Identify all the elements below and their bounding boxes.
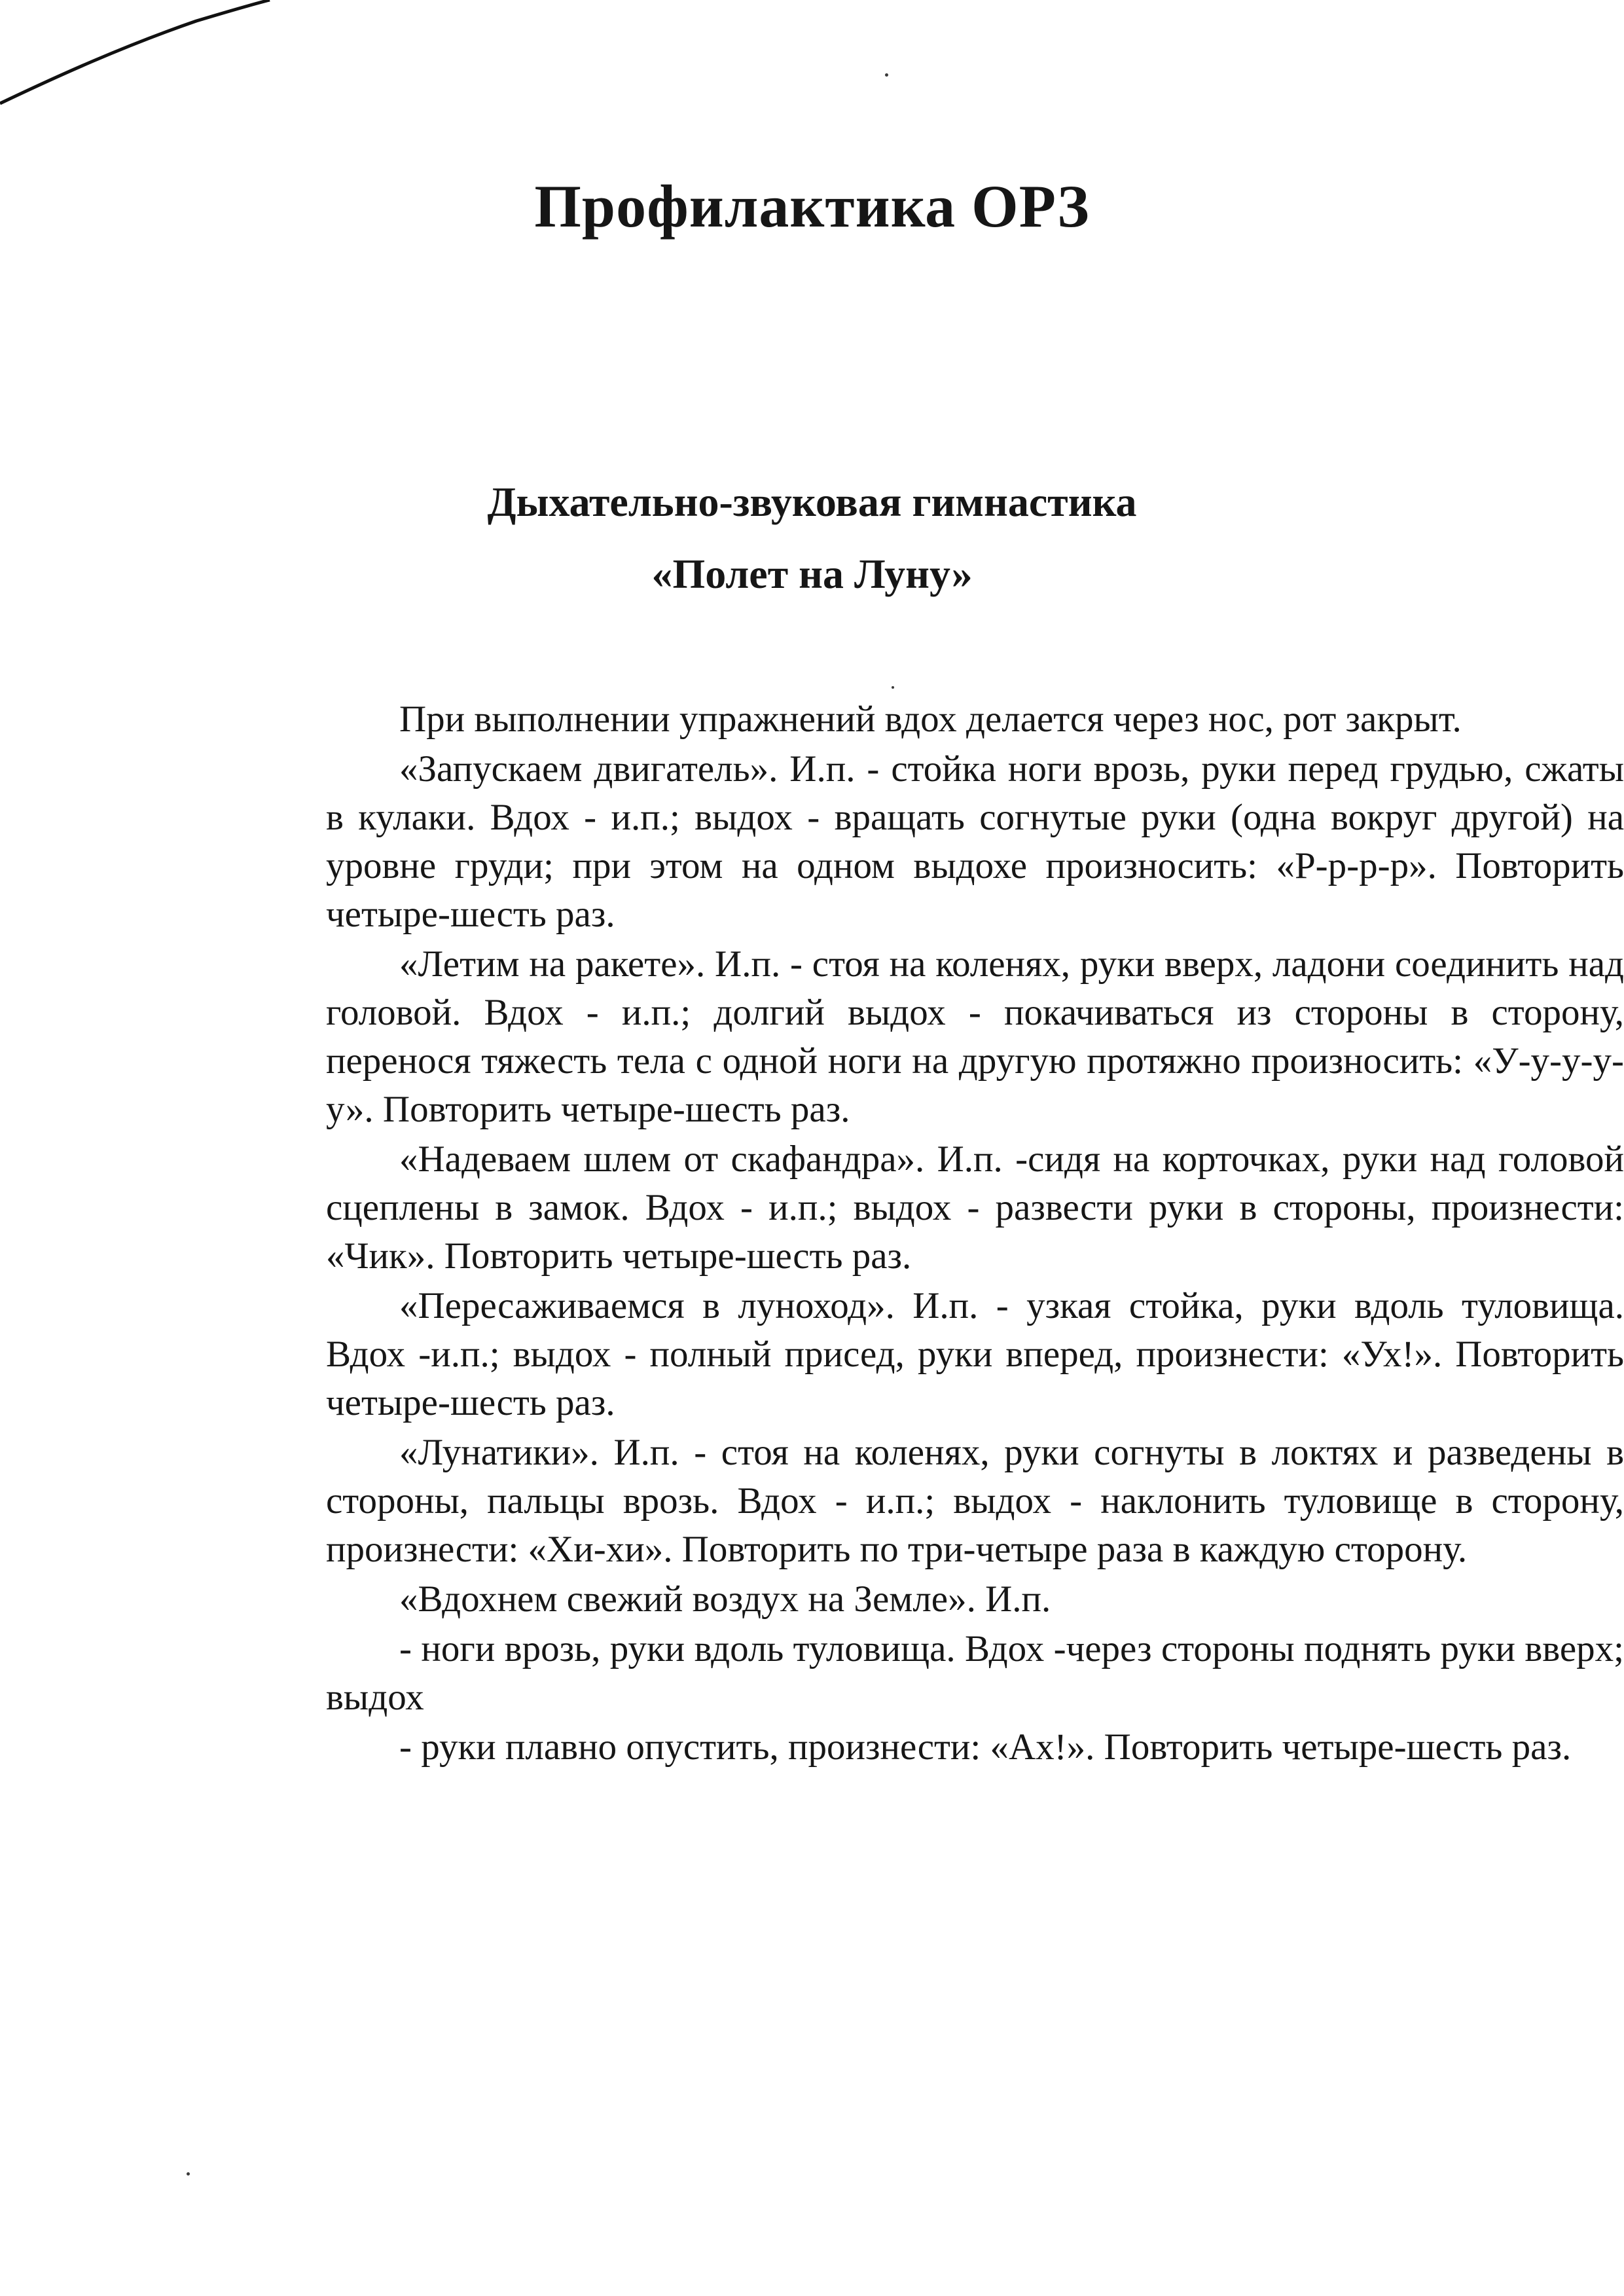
exercise-step-paragraph: - руки плавно опустить, произнести: «Ах!». Повторить четыре-шесть раз. bbox=[399, 1726, 1572, 1768]
scan-speck bbox=[187, 2172, 190, 2176]
document-body bbox=[326, 695, 1624, 1773]
section-subheading: «Полет на Луну» bbox=[651, 551, 973, 597]
pen-stroke-mark bbox=[0, 0, 275, 111]
intro-paragraph: При выполнении упражнений вдох делается через нос, рот закрыт. bbox=[399, 699, 1462, 740]
exercise-paragraph: «Вдохнем свежий воздух на Земле». И.п. bbox=[399, 1578, 1051, 1620]
document-title: Профилактика ОРЗ bbox=[534, 173, 1090, 240]
exercise-paragraph: «Запускаем двигатель». И.п. - стойка ноги врозь, руки перед грудью, сжаты в кулаки. Вдох - и.п.; выдох - вращать согнутые руки (одна вокруг другой) на уровне груди; при этом на одном выдохе произносить: «Р-р-р-р». Повторить четыре-шесть раз. bbox=[326, 748, 1624, 935]
exercise-step-paragraph: - ноги врозь, руки вдоль туловища. Вдох -через стороны поднять руки вверх; выдох bbox=[326, 1628, 1624, 1718]
exercise-paragraph: «Пересаживаемся в луноход». И.п. - узкая стойка, руки вдоль туловища. Вдох -и.п.; выдох - полный присед, руки вперед, произнести: «Ух!». Повторить четыре-шесть раз. bbox=[326, 1285, 1624, 1423]
exercise-paragraph: «Летим на ракете». И.п. - стоя на коленях, руки вверх, ладони соединить над головой. Вдох - и.п.; долгий выдох - покачиваться из стороны в сторону, перенося тяжесть тела с одной ноги на другую протяжно произносить: «У-у-у-у-у». Повторить четыре-шесть раз. bbox=[326, 943, 1624, 1130]
scan-speck bbox=[885, 73, 888, 77]
exercise-paragraph: «Лунатики». И.п. - стоя на коленях, руки согнуты в локтях и разведены в стороны, пальцы врозь. Вдох - и.п.; выдох - наклонить туловище в сторону, произнести: «Хи-хи». Повторить по три-четыре раза в каждую сторону. bbox=[326, 1432, 1624, 1570]
section-heading: Дыхательно-звуковая гимнастика bbox=[487, 479, 1137, 525]
scan-speck bbox=[892, 686, 894, 689]
exercise-paragraph: «Надеваем шлем от скафандра». И.п. -сидя на корточках, руки над головой сцеплены в замок. Вдох - и.п.; выдох - развести руки в стороны, произнести: «Чик». Повторить четыре-шесть раз. bbox=[326, 1139, 1624, 1277]
